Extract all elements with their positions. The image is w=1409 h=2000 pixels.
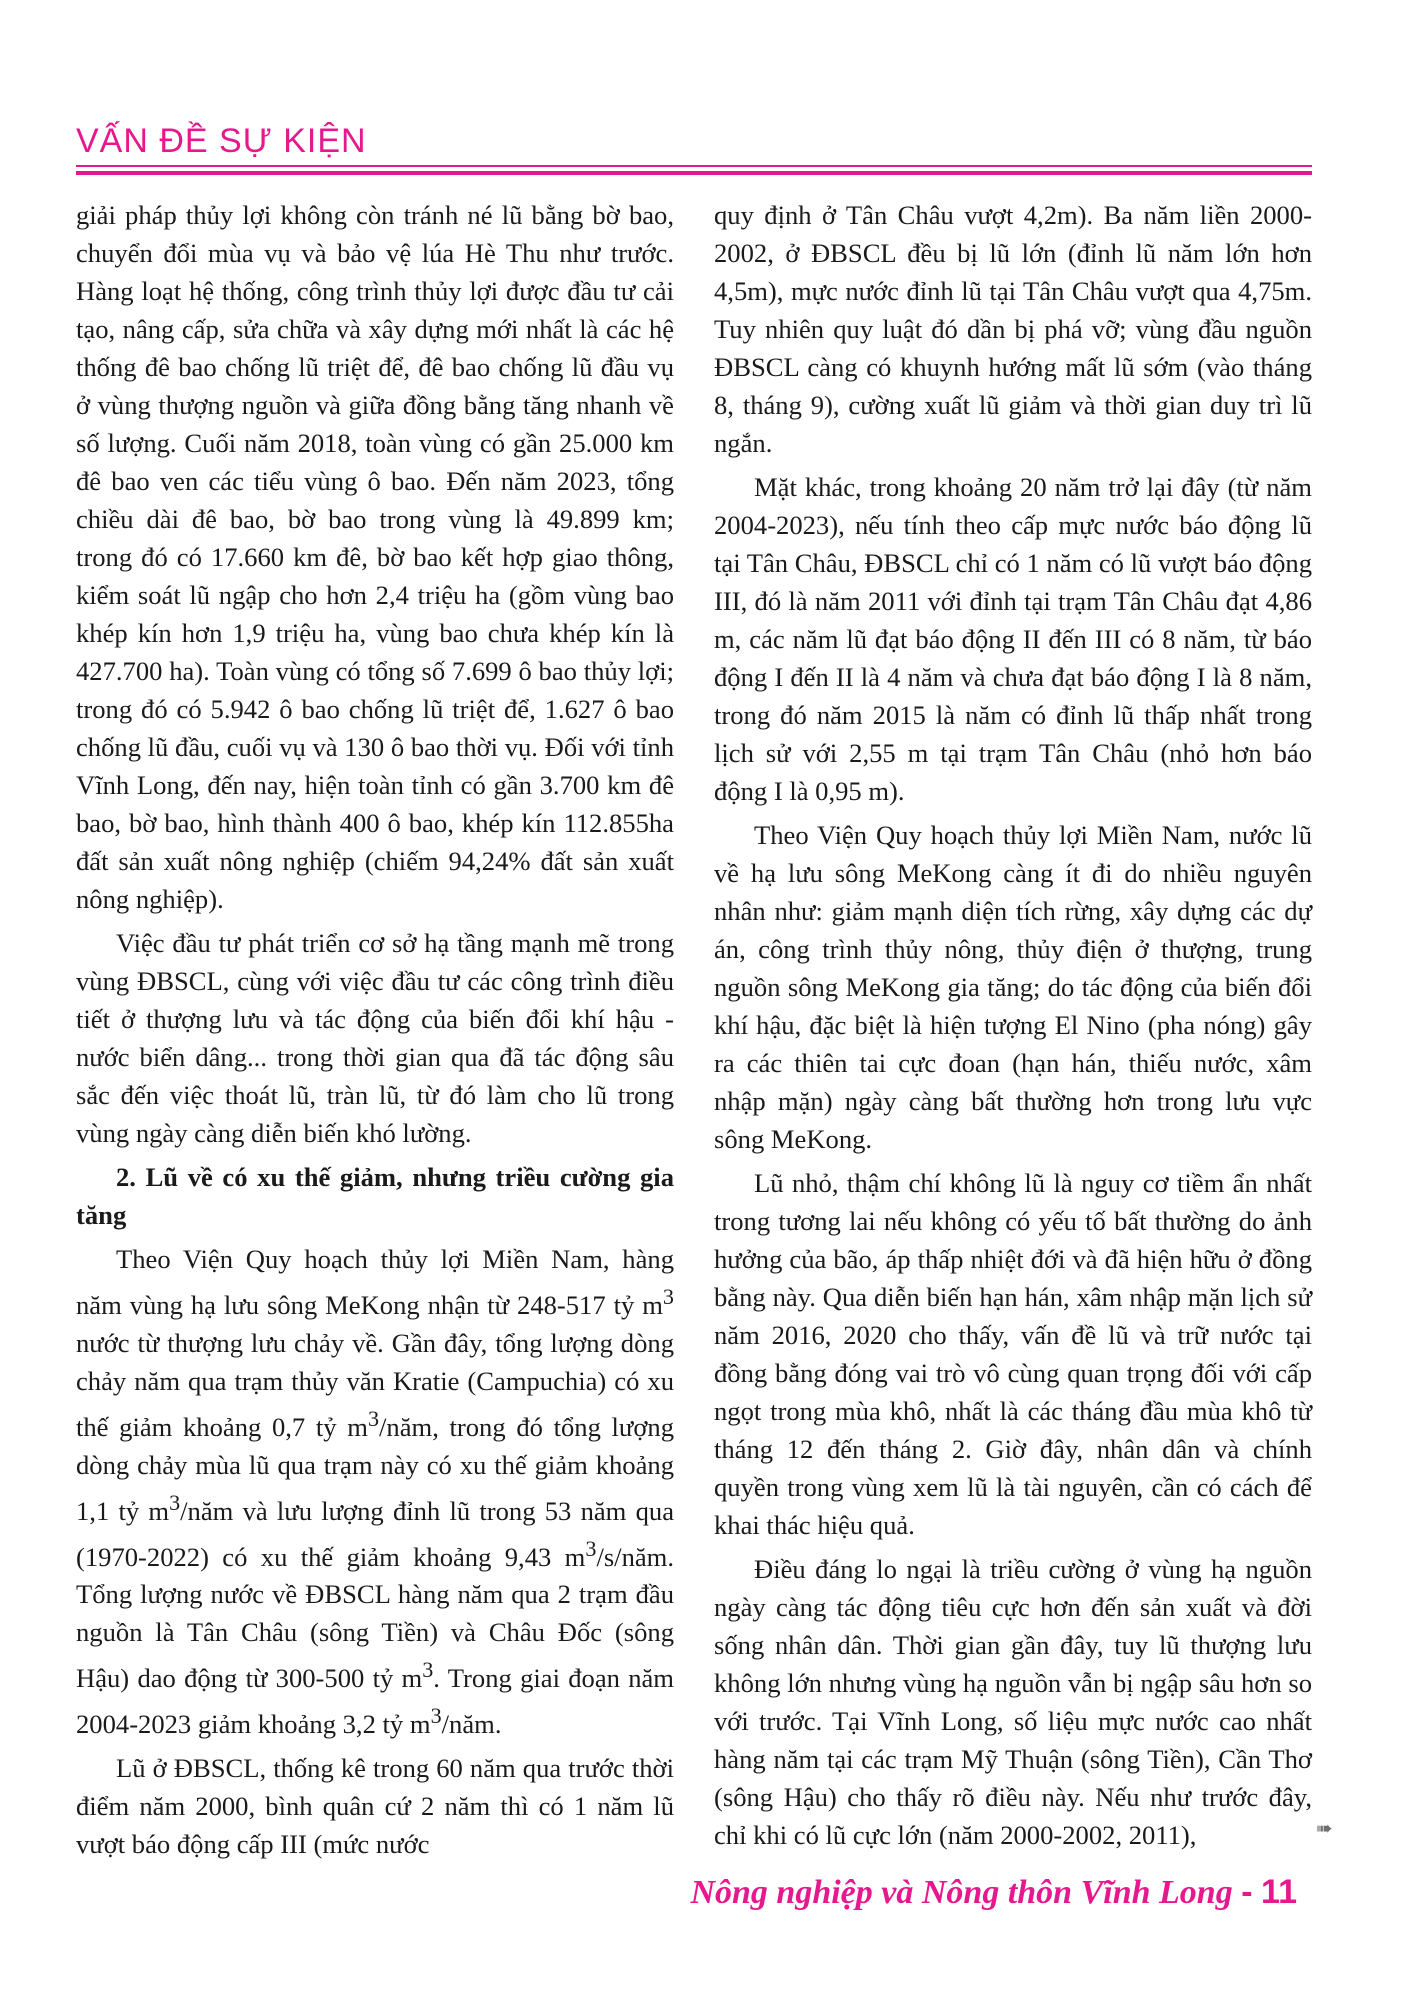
section-title: VẤN ĐỀ SỰ KIỆN — [76, 122, 367, 160]
right-column — [714, 196, 1312, 1860]
paragraph: Theo Viện Quy hoạch thủy lợi Miền Nam, hàng năm vùng hạ lưu sông MeKong nhận từ 248-517 tỷ $m^3$ nước từ thượng lưu chảy về. Gần đây, tổng lượng dòng chảy năm qua trạm thủy văn Kratie (Campuchia) có xu thế giảm khoảng 0,7 tỷ $m^3$/năm, trong đó tổng lượng dòng chảy mùa lũ qua trạm này có xu thế giảm khoảng 1,1 tỷ $m^3$/năm và lưu lượng đỉnh lũ trong 53 năm qua (1970-2022) có xu thế giảm khoảng 9,43 $m^3/s$/năm. Tổng lượng nước về ĐBSCL hàng năm qua 2 trạm đầu nguồn là Tân Châu (sông Tiền) và Châu Đốc (sông Hậu) dao động từ 300-500 tỷ $m^3$. Trong giai đoạn năm 2004-2023 giảm khoảng 3,2 tỷ $m^3$/năm. — [76, 1244, 674, 1740]
paragraph: Mặt khác, trong khoảng 20 năm trở lại đây (từ năm 2004-2023), nếu tính theo cấp mực nước báo động lũ tại Tân Châu, ĐBSCL chỉ có 1 năm có lũ vượt báo động III, đó là năm 2011 với đỉnh tại trạm Tân Châu đạt 4,86 m, các năm lũ đạt báo động II đến III có 8 năm, từ báo động I đến II là 4 năm và chưa đạt báo động I là 8 năm, trong đó năm 2015 là năm có đỉnh lũ thấp nhất trong lịch sử với 2,55 m tại trạm Tân Châu (nhỏ hơn báo động I là 0,95 m). — [714, 472, 1312, 806]
paragraph: giải pháp thủy lợi không còn tránh né lũ bằng bờ bao, chuyển đổi mùa vụ và bảo vệ lúa Hè Thu như trước. Hàng loạt hệ thống, công trình thủy lợi được đầu tư cải tạo, nâng cấp, sửa chữa và xây dựng mới nhất là các hệ thống đê bao chống lũ triệt để, đê bao chống lũ đầu vụ ở vùng thượng nguồn và giữa đồng bằng tăng nhanh về số lượng. Cuối năm 2018, toàn vùng có gần 25.000 km đê bao ven các tiểu vùng ô bao. Đến năm 2023, tổng chiều dài đê bao, bờ bao trong vùng là 49.899 km; trong đó có 17.660 km đê, bờ bao kết hợp giao thông, kiểm soát lũ ngập cho hơn 2,4 triệu ha (gồm vùng bao khép kín hơn 1,9 triệu ha, vùng bao chưa khép kín là 427.700 ha). Toàn vùng có tổng số 7.699 ô bao thủy lợi; trong đó có 5.942 ô bao chống lũ triệt để, 1.627 ô bao chống lũ đầu, cuối vụ và 130 ô bao thời vụ. Đối với tỉnh Vĩnh Long, đến nay, hiện toàn tỉnh có gần 3.700 km đê bao, bờ bao, hình thành 400 ô bao, khép kín 112.855ha đất sản xuất nông nghiệp (chiếm 94,24% đất sản xuất nông nghiệp). — [76, 200, 674, 914]
page-number: 11 — [1261, 1873, 1297, 1911]
header-divider-thin — [76, 165, 1312, 167]
paragraph: Điều đáng lo ngại là triều cường ở vùng hạ nguồn ngày càng tác động tiêu cực hơn đến sản xuất và đời sống nhân dân. Thời gian gần đây, tuy lũ thượng lưu không lớn nhưng vùng hạ nguồn vẫn bị ngập sâu hơn so với trước. Tại Vĩnh Long, số liệu mực nước cao nhất hàng năm tại các trạm Mỹ Thuận (sông Tiền), Cần Thơ (sông Hậu) cho thấy rõ điều này. Nếu như trước đây, chỉ khi có lũ cực lớn (năm 2000-2002, 2011), — [714, 1554, 1312, 1850]
footer-separator: - — [1241, 1873, 1253, 1911]
superscript: 3 — [585, 1535, 597, 1561]
continue-arrow-icon: ➠ — [1316, 1816, 1333, 1840]
paragraph: Theo Viện Quy hoạch thủy lợi Miền Nam, nước lũ về hạ lưu sông MeKong càng ít đi do nhiều nguyên nhân như: giảm mạnh diện tích rừng, xây dựng các dự án, công trình thủy nông, thủy điện ở thượng, trung nguồn sông MeKong gia tăng; do tác động của biến đổi khí hậu, đặc biệt là hiện tượng El Nino (pha nóng) gây ra các thiên tai cực đoan (hạn hán, thiếu nước, xâm nhập mặn) ngày càng bất thường hơn trong lưu vực sông MeKong. — [714, 820, 1312, 1154]
superscript: 3 — [662, 1284, 674, 1309]
superscript: 3 — [422, 1657, 434, 1683]
magazine-title: Nông nghiệp và Nông thôn Vĩnh Long — [690, 1874, 1233, 1911]
superscript: 3 — [430, 1703, 442, 1729]
superscript: 3 — [169, 1489, 181, 1515]
left-column — [76, 196, 674, 1869]
header-divider-thick — [76, 171, 1312, 175]
paragraph: Việc đầu tư phát triển cơ sở hạ tầng mạnh mẽ trong vùng ĐBSCL, cùng với việc đầu tư các công trình điều tiết ở thượng lưu và tác động của biến đổi khí hậu - nước biển dâng... trong thời gian qua đã tác động sâu sắc đến việc thoát lũ, tràn lũ, từ đó làm cho lũ trong vùng ngày càng diễn biến khó lường. — [76, 928, 674, 1148]
paragraph: quy định ở Tân Châu vượt 4,2m). Ba năm liền 2000-2002, ở ĐBSCL đều bị lũ lớn (đỉnh lũ năm lớn hơn 4,5m), mực nước đỉnh lũ tại Tân Châu vượt qua 4,75m. Tuy nhiên quy luật đó dần bị phá vỡ; vùng đầu nguồn ĐBSCL càng có khuynh hướng mất lũ sớm (vào tháng 8, tháng 9), cường xuất lũ giảm và thời gian duy trì lũ ngắn. — [714, 200, 1312, 458]
section-heading: 2. Lũ về có xu thế giảm, nhưng triều cường gia tăng — [76, 1162, 674, 1230]
page-footer — [690, 1873, 1297, 1912]
superscript: 3 — [367, 1405, 380, 1431]
paragraph: Lũ ở ĐBSCL, thống kê trong 60 năm qua trước thời điểm năm 2000, bình quân cứ 2 năm thì có 1 năm lũ vượt báo động cấp III (mức nước — [76, 1753, 674, 1860]
paragraph: Lũ nhỏ, thậm chí không lũ là nguy cơ tiềm ẩn nhất trong tương lai nếu không có yếu tố bất thường do ảnh hưởng của bão, áp thấp nhiệt đới và đã hiện hữu ở đồng bằng này. Qua diễn biến hạn hán, xâm nhập mặn lịch sử năm 2016, 2020 cho thấy, vấn đề lũ và trữ nước tại đồng bằng đóng vai trò vô cùng quan trọng đối với cấp ngọt trong mùa khô, nhất là các tháng đầu mùa khô từ tháng 12 đến tháng 2. Giờ đây, nhân dân và chính quyền trong vùng xem lũ là tài nguyên, cần có cách để khai thác hiệu quả. — [714, 1168, 1312, 1540]
